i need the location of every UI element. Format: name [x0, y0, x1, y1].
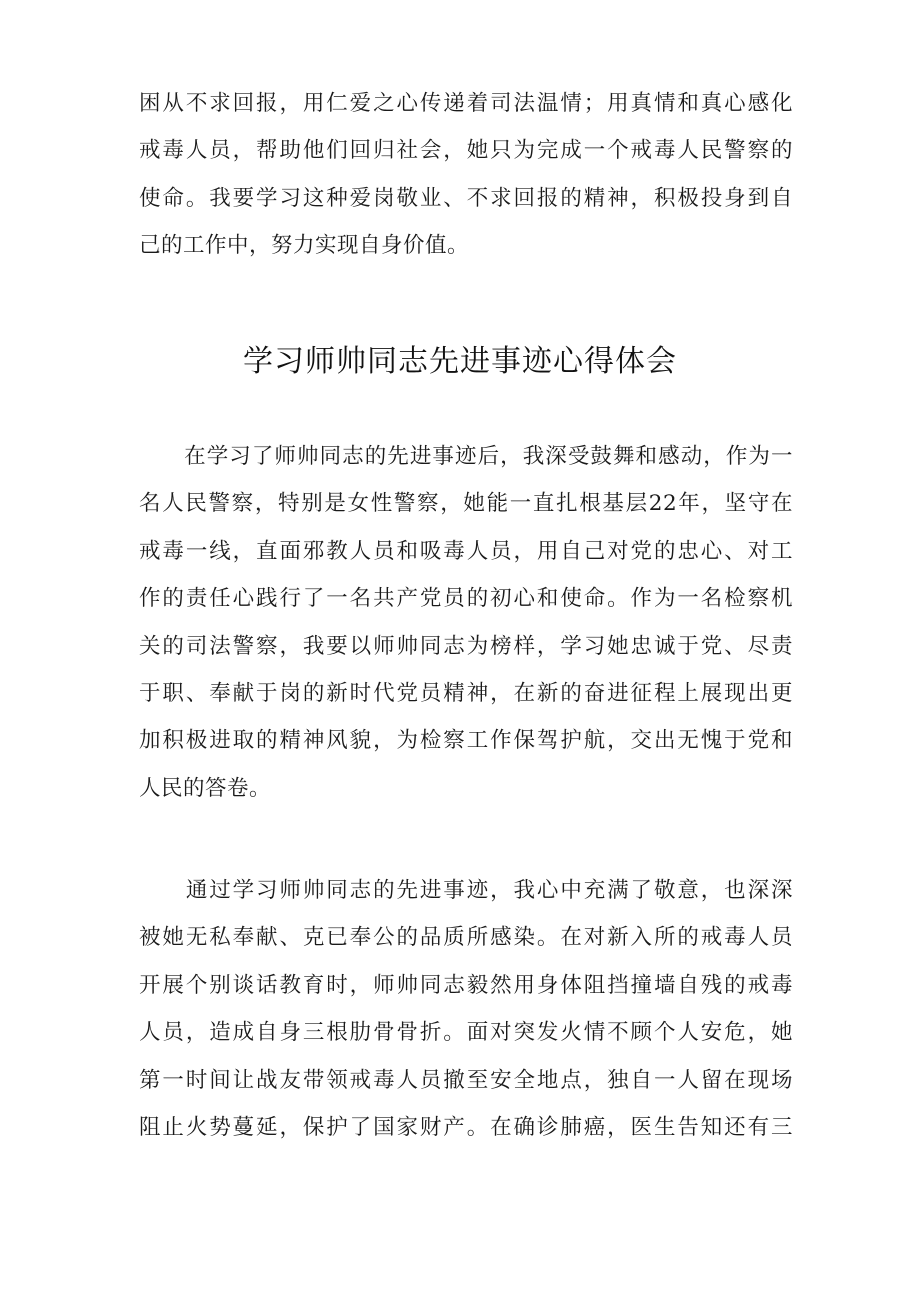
text-line: 使命。我要学习这种爱岗敬业、不求回报的精神，积极投身到自: [139, 185, 793, 211]
text-line: 作的责任心践行了一名共产党员的初心和使命。作为一名检察机: [139, 586, 793, 612]
text-line: 己的工作中，努力实现自身价值。: [139, 233, 470, 259]
text-line: 人民的答卷。: [139, 775, 272, 801]
text-line: 关的司法警察，我要以师帅同志为榜样，学习她忠诚于党、尽责: [139, 633, 793, 659]
text-line: 阻止火势蔓延，保护了国家财产。在确诊肺癌，医生告知还有三: [139, 1114, 793, 1140]
text-line: 开展个别谈话教育时，师帅同志毅然用身体阻挡撞墙自残的戒毒: [139, 972, 793, 998]
text-line: 人员，造成自身三根肋骨骨折。面对突发火情不顾个人安危，她: [139, 1020, 793, 1046]
continuation-paragraph: [139, 80, 793, 270]
text-line: 困从不求回报，用仁爱之心传递着司法温情；用真情和真心感化: [139, 91, 793, 116]
text-line: 第一时间让战友带领戒毒人员撤至安全地点，独自一人留在现场: [139, 1067, 793, 1093]
text-line: 于职、奉献于岗的新时代党员精神，在新的奋进征程上展现出更: [139, 680, 793, 706]
paragraph-2: [139, 867, 793, 1151]
paragraph-1: [139, 433, 793, 812]
document-title: 学习师帅同志先进事迹心得体会: [243, 344, 677, 379]
text-line: 通过学习师帅同志的先进事迹，我心中充满了敬意，也深深: [139, 878, 793, 903]
text-line: 在学习了师帅同志的先进事迹后，我深受鼓舞和感动，作为一: [139, 444, 793, 469]
text-line: 戒毒人员，帮助他们回归社会，她只为完成一个戒毒人民警察的: [139, 138, 793, 164]
text-line: 名人民警察，特别是女性警察，她能一直扎根基层22年，坚守在: [139, 491, 793, 517]
text-line: 加积极进取的精神风貌，为检察工作保驾护航，交出无愧于党和: [139, 728, 793, 754]
text-line: 戒毒一线，直面邪教人员和吸毒人员，用自己对党的忠心、对工: [139, 538, 793, 564]
text-line: 被她无私奉献、克已奉公的品质所感染。在对新入所的戒毒人员: [139, 925, 793, 951]
